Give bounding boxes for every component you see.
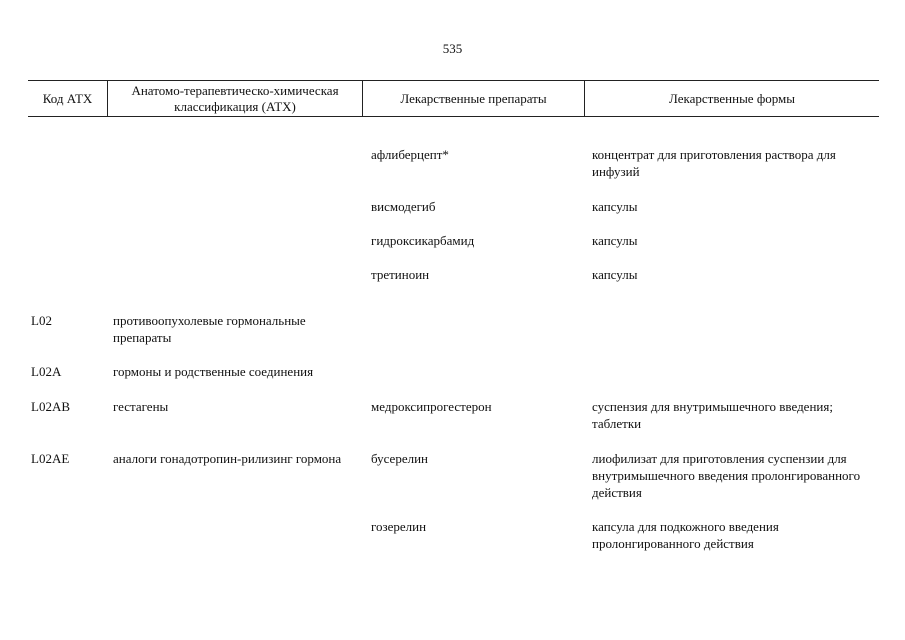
dosage-form: капсулы: [592, 233, 638, 248]
dosage-form: лиофилизат для приготовления суспензии для внутримышечного введения пролонгированного действия: [592, 451, 861, 500]
drug-name: третиноин: [371, 267, 430, 282]
page-number: 535: [442, 41, 463, 56]
dosage-form: концентрат для приготовления раствора для инфузий: [592, 147, 836, 179]
dosage-form: капсула для подкожного введения пролонгированного действия: [592, 519, 779, 551]
atc-classification: противоопухолевые гормональные препараты: [113, 313, 306, 345]
drug-name: бусерелин: [371, 451, 428, 466]
atc-code: L02AB: [31, 399, 70, 414]
header-classification: Анатомо-терапевтическо-химическая классификация (АТХ): [131, 82, 339, 114]
drug-name: гидроксикарбамид: [371, 233, 475, 248]
dosage-form: капсулы: [592, 199, 638, 214]
table-header-rule: [28, 116, 879, 117]
atc-classification: гестагены: [113, 399, 169, 414]
atc-classification: аналоги гонадотропин-рилизинг гормона: [113, 451, 342, 466]
header-code: Код АТХ: [42, 90, 93, 106]
header-drugs: Лекарственные препараты: [400, 90, 547, 106]
atc-code: L02: [31, 313, 52, 328]
atc-code: L02AE: [31, 451, 70, 466]
atc-classification: гормоны и родственные соединения: [113, 364, 314, 379]
dosage-form: капсулы: [592, 267, 638, 282]
dosage-form: суспензия для внутримышечного введения; таблетки: [592, 399, 833, 431]
drug-name: гозерелин: [371, 519, 427, 534]
header-forms: Лекарственные формы: [668, 90, 796, 106]
atc-code: L02A: [31, 364, 62, 379]
drug-name: афлиберцепт*: [371, 147, 449, 162]
drug-name: медроксипрогестерон: [371, 399, 492, 414]
drug-name: висмодегиб: [371, 199, 436, 214]
